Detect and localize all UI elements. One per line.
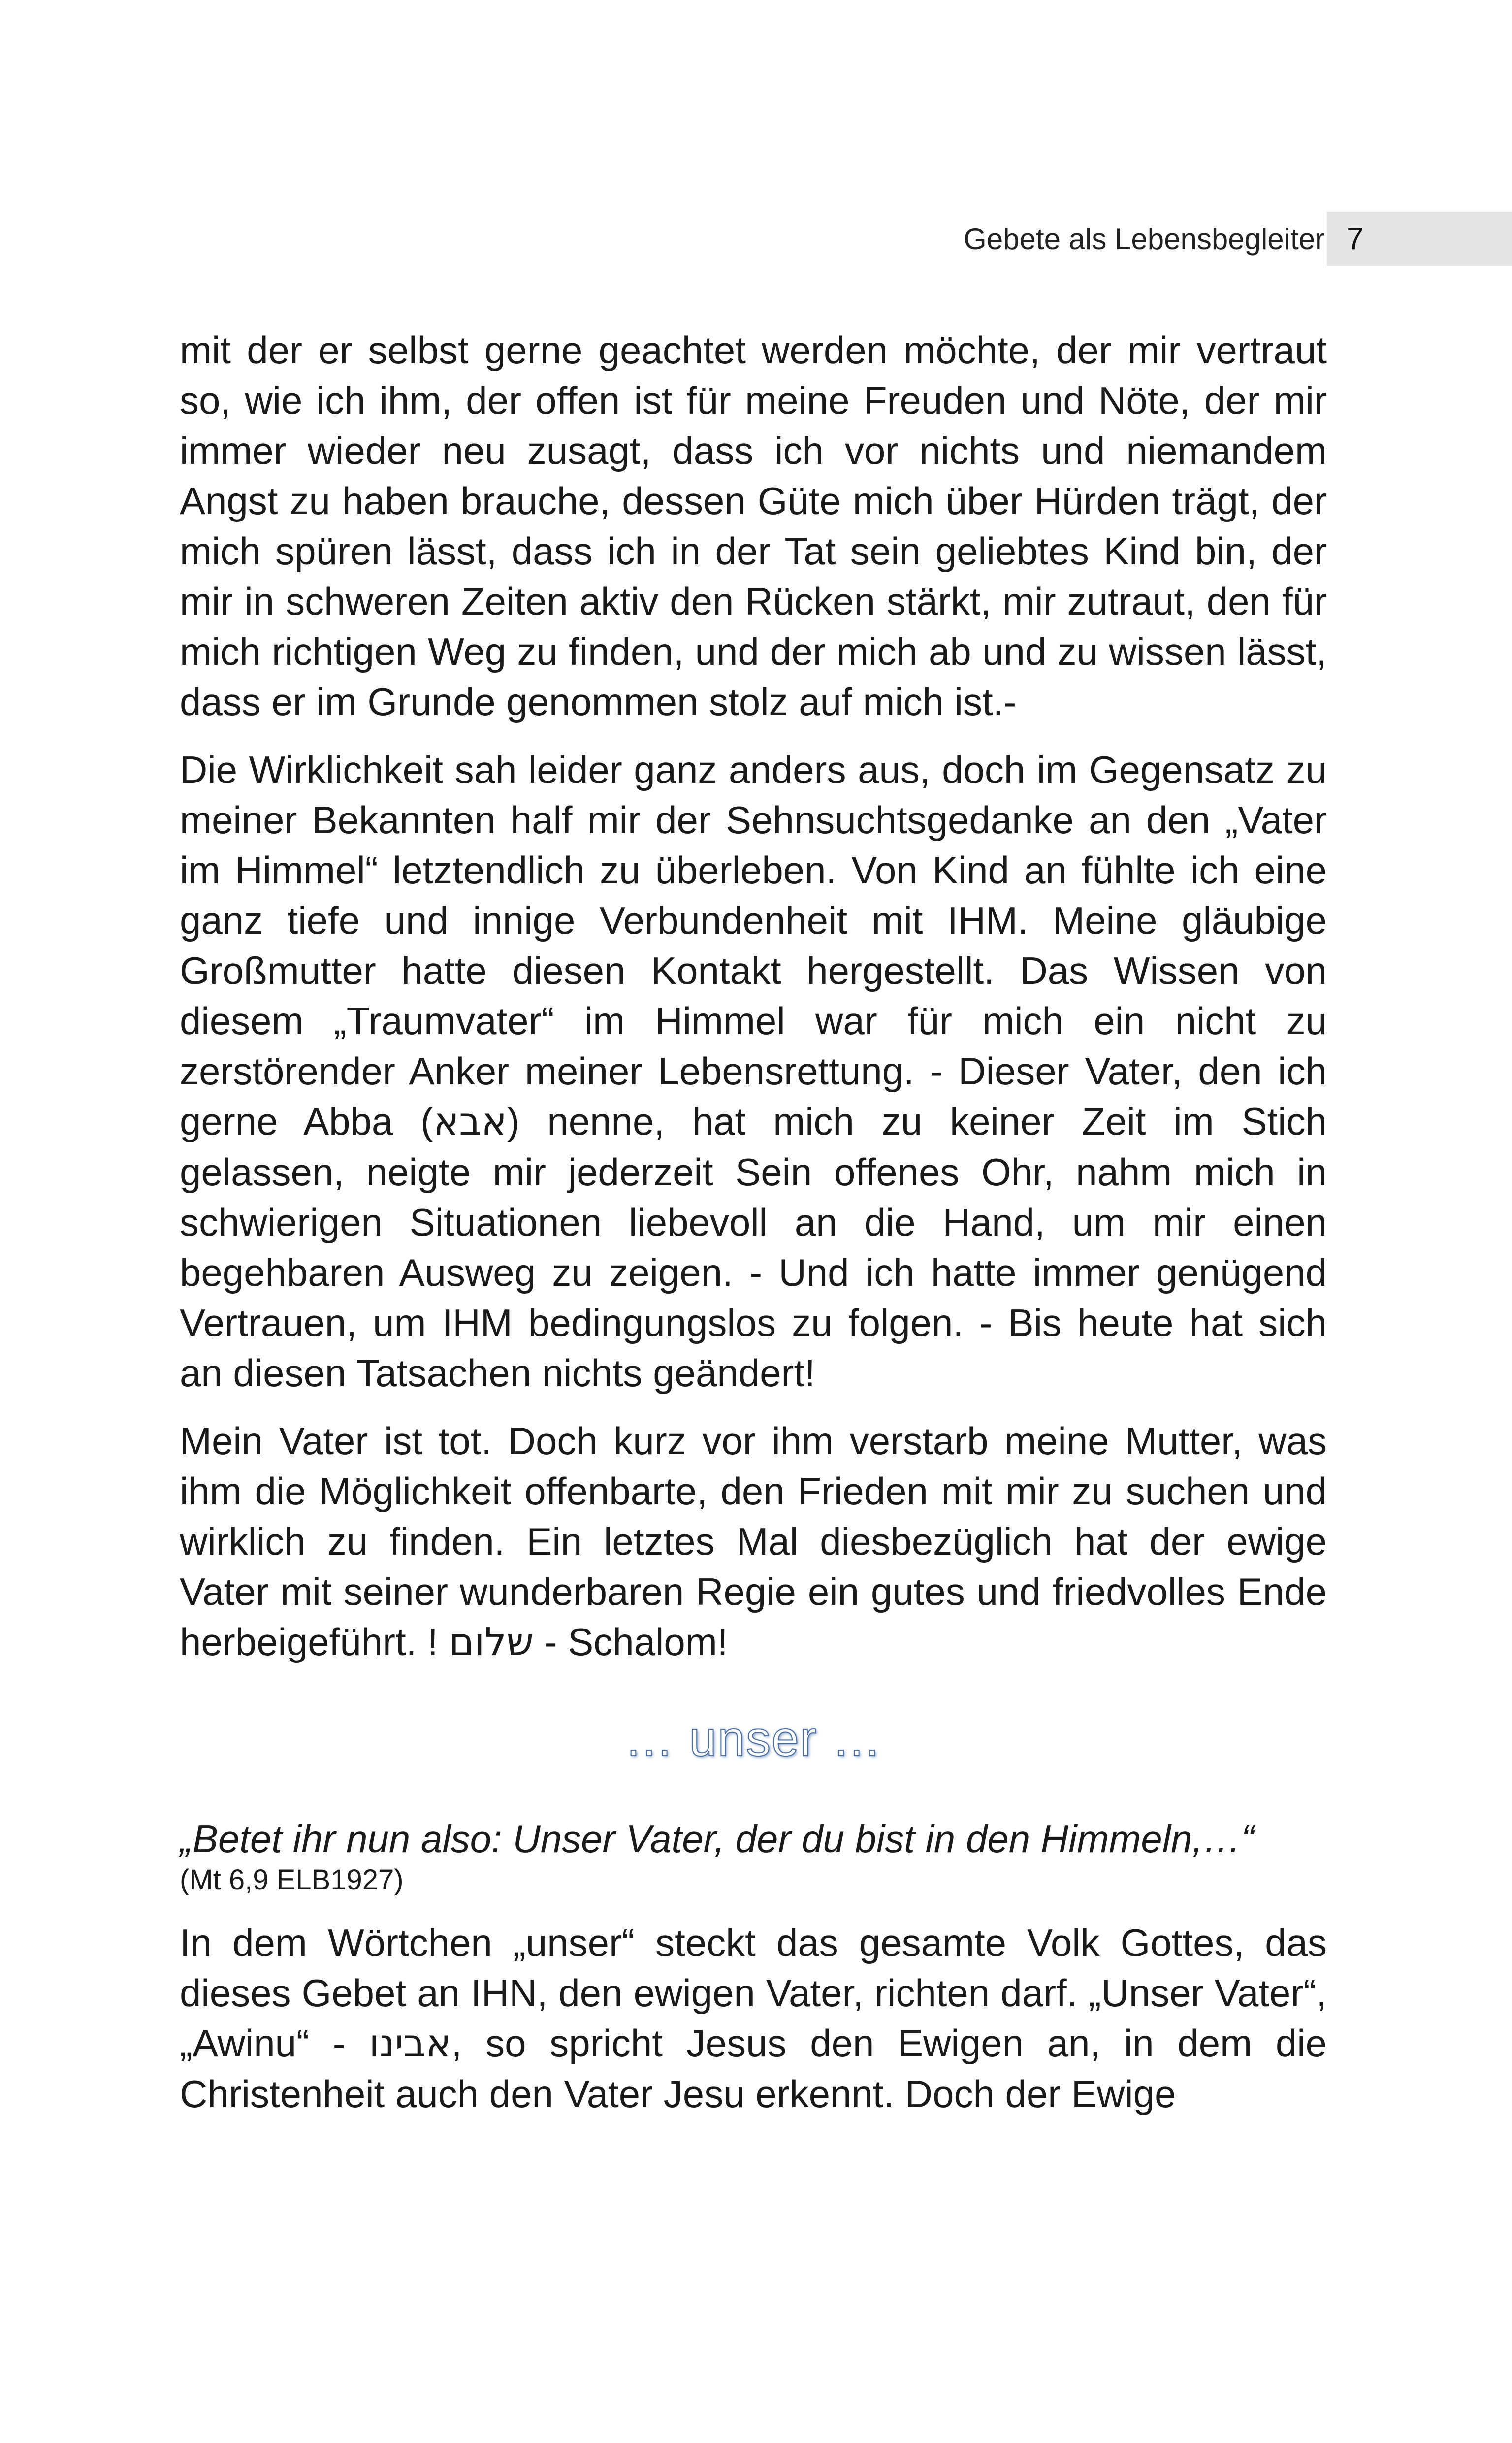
bible-reference: (Mt 6,9 ELB1927) — [180, 1864, 404, 1896]
paragraph-1: mit der er selbst gerne geachtet werden möchte, der mir vertraut so, wie ich ihm, der offen ist für meine Freuden und Nöte, der mir immer wieder neu zusagt, dass ich vor nichts und niemandem Angst zu haben brauche, dessen Güte mich über Hürden trägt, der mich spüren lässt, dass ich in der Tat sein geliebtes Kind bin, der mir in schweren Zeiten aktiv den Rücken stärkt, mir zutraut, den für mich richtigen Weg zu finden, und der mich ab und zu wissen lässt, dass er im Grunde genommen stolz auf mich ist.- — [180, 328, 1327, 723]
hebrew-word-awinu: אבינו — [369, 2021, 451, 2066]
paragraph-4-text-b: , so spricht Jesus den Ewigen an, in dem die Christenheit auch den Vater Jesu erkennt. Doch der Ewige — [180, 2021, 1327, 2116]
paragraph-2-text-b: ) nenne, hat mich zu keiner Zeit im Stich gelassen, neigte mir jederzeit Sein offenes Ohr, nahm mich in schwierigen Situationen liebevoll an die Hand, um mir einen begehbaren Ausweg zu zeigen. - Und ich hatte immer genügend Vertrauen, um IHM bedingungslos zu folgen. - Bis heute hat sich an diesen Tatsachen nichts geändert! — [180, 1100, 1327, 1395]
hebrew-word-abba: אבא — [433, 1100, 507, 1144]
paragraph-3 — [180, 1416, 1327, 1667]
paragraph-4 — [180, 1918, 1327, 2119]
paragraph-2-text-a: Die Wirklichkeit sah leider ganz anders aus, doch im Gegensatz zu meiner Bekannten half mir der Sehnsuchtsgedanke an den „Vater im Himmel“ letztendlich zu überleben. Von Kind an fühlte ich eine ganz tiefe und innige Verbundenheit mit IHM. Meine gläubige Großmutter hatte diesen Kontakt hergestellt. Das Wissen von diesem „Traumvater“ im Himmel war für mich ein nicht zu zerstörender Anker meiner Lebensrettung. - Dieser Vater, den ich gerne Abba ( — [180, 748, 1327, 1143]
running-title: Gebete als Lebensbegleiter — [964, 223, 1325, 256]
paragraph-2 — [180, 745, 1327, 1398]
page-number-tab — [1327, 212, 1512, 266]
paragraph-3-text-a: Mein Vater ist tot. Doch kurz vor ihm verstarb meine Mutter, was ihm die Möglichkeit offenbarte, den Frieden mit mir zu suchen und wirklich zu finden. Ein letztes Mal diesbezüglich hat der ewige Vater mit seiner wunderbaren Regie ein gutes und friedvolles Ende herbeigeführt. ! — [180, 1419, 1327, 1663]
paragraph-3-text-b: - Schalom! — [533, 1620, 728, 1663]
section-heading: … unser … — [624, 1711, 882, 1766]
bible-quote: „Betet ihr nun also: Unser Vater, der du bist in den Himmeln,…“ — [180, 1817, 1255, 1860]
paragraph-4-text-a: In dem Wörtchen „unser“ steckt das gesamte Volk Gottes, das dieses Gebet an IHN, den ewigen Vater, richten darf. „Unser Vater“, „Awinu“ - — [180, 1921, 1327, 2065]
page-body — [180, 325, 1327, 2137]
running-header — [0, 212, 1512, 266]
hebrew-word-shalom: שלום — [449, 1620, 534, 1664]
page-number: 7 — [1347, 222, 1364, 256]
